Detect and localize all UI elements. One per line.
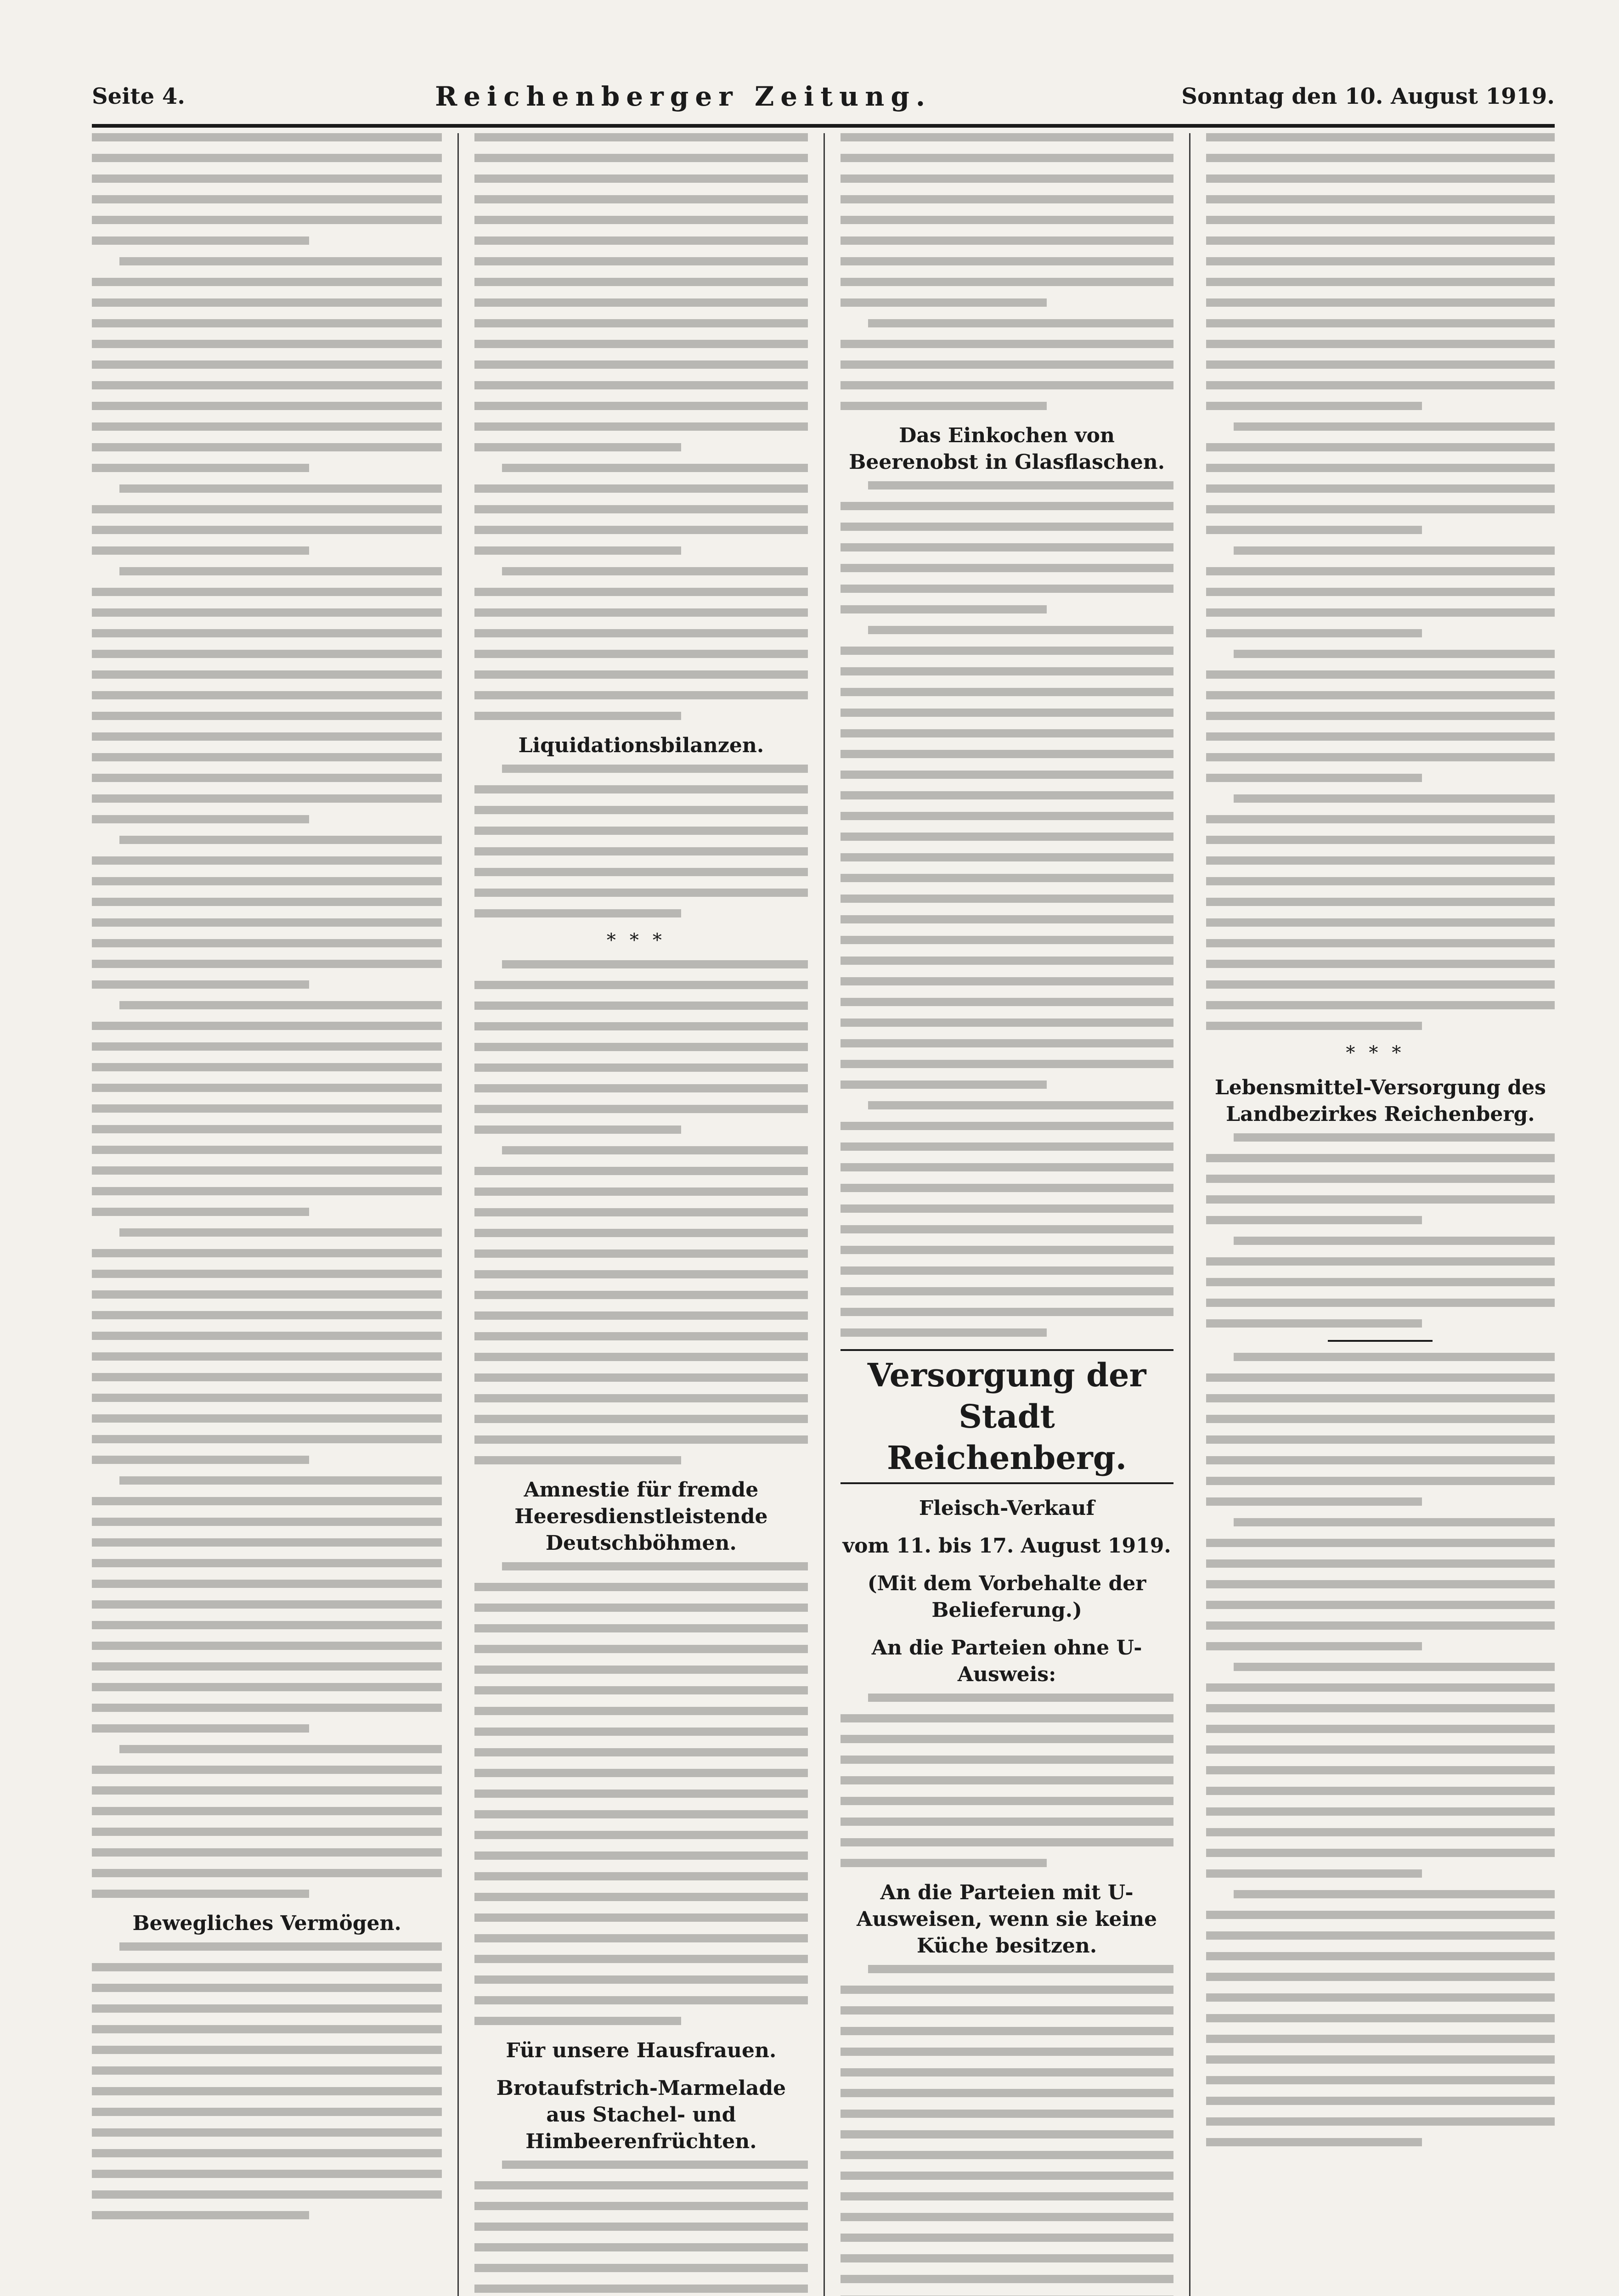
body-text-block	[841, 1694, 1173, 1867]
separator-rule	[1328, 1340, 1433, 1342]
section-subheading: Fleisch-Verkauf	[919, 1497, 1095, 1520]
section-heading: Liquidationsbilanzen.	[518, 734, 764, 757]
column-3	[824, 133, 1189, 2296]
section-subheading: (Mit dem Vorbehalte der Belieferung.)	[867, 1572, 1146, 1622]
column-4	[1189, 133, 1555, 2296]
body-text-block	[474, 765, 807, 917]
issue-date: Sonntag den 10. August 1919.	[1181, 84, 1555, 109]
column-1	[92, 133, 457, 2296]
text-columns	[92, 133, 1555, 2153]
section-subheading: vom 11. bis 17. August 1919.	[842, 1534, 1171, 1558]
body-text-block	[841, 481, 1173, 1337]
section-heading: Lebensmittel-Versorgung des Landbezirkes Reichenberg.	[1214, 1076, 1546, 1126]
body-text-block	[92, 1942, 442, 2219]
masthead	[92, 69, 1555, 128]
body-text-block	[92, 133, 442, 1898]
section-heading: Versorgung der Stadt Reichenberg.	[841, 1349, 1173, 1484]
body-text-block	[474, 960, 807, 1464]
page-number: Seite 4.	[92, 84, 185, 109]
section-heading: Amnestie für fremde Heeresdienstleistende Deutschböhmen.	[514, 1478, 768, 1555]
body-text-block	[1206, 1353, 1555, 2146]
body-text-block	[1206, 133, 1555, 1030]
section-heading: Bewegliches Vermögen.	[132, 1912, 401, 1935]
body-text-block	[474, 133, 807, 720]
section-heading: Für unsere Hausfrauen.	[506, 2039, 777, 2062]
body-text-block	[474, 1562, 807, 2025]
body-text-block	[841, 1965, 1173, 2296]
section-subheading: An die Parteien ohne U-Ausweis:	[871, 1636, 1142, 1686]
newspaper-title: Reichenberger Zeitung.	[435, 81, 932, 112]
section-heading: Das Einkochen von Beerenobst in Glasflaschen.	[849, 424, 1165, 474]
body-text-block	[841, 133, 1173, 410]
column-2	[457, 133, 823, 2296]
section-subheading: An die Parteien mit U-Ausweisen, wenn sie keine Küche besitzen.	[857, 1881, 1157, 1958]
separator-stars: ***	[1346, 1042, 1415, 1064]
body-text-block	[474, 2161, 807, 2296]
body-text-block	[1206, 1133, 1555, 1328]
section-subheading: Brotaufstrich-Marmelade aus Stachel- und Himbeerenfrüchten.	[496, 2077, 786, 2153]
separator-stars: ***	[606, 930, 676, 951]
